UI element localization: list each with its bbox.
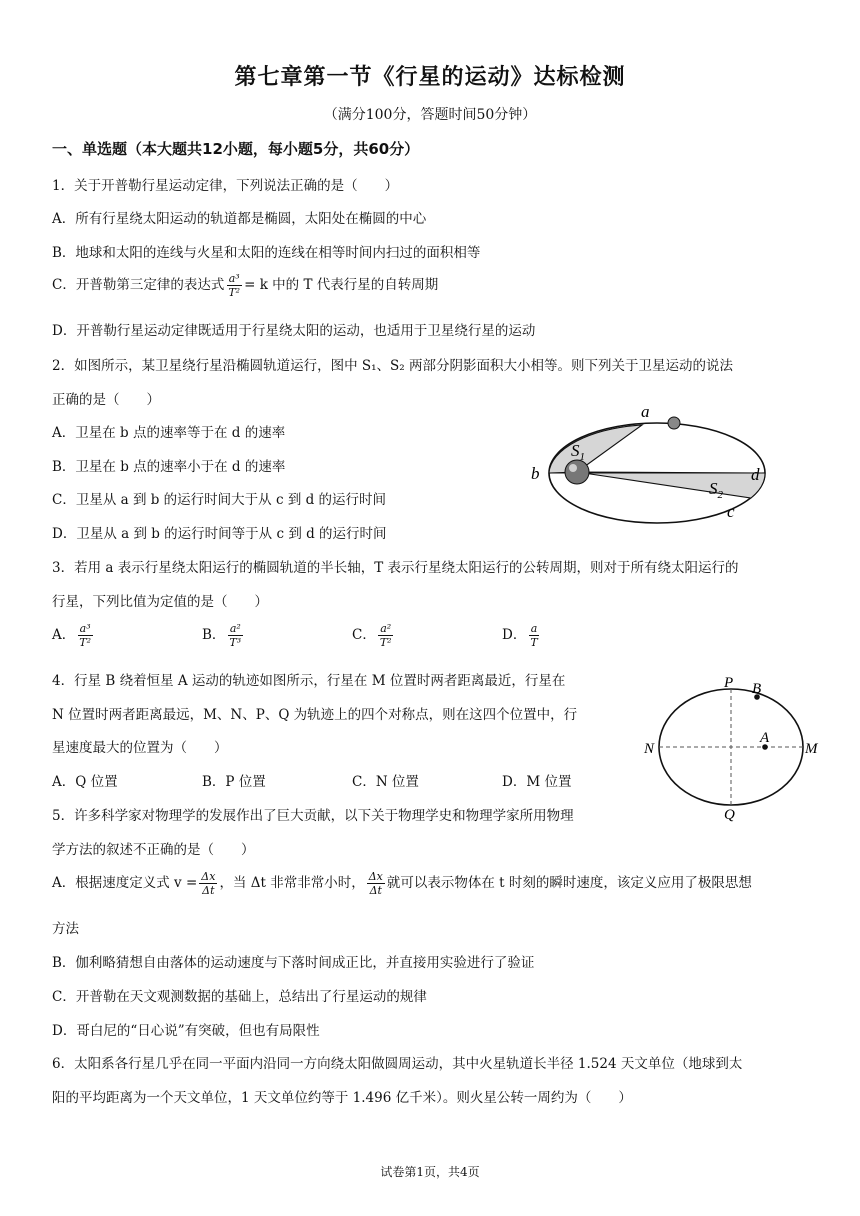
q2-orbit-figure: [525, 400, 775, 530]
section-heading: 一、单选题（本大题共12小题，每小题5分，共60分）: [52, 140, 420, 158]
label-s1: $S_1$: [571, 441, 585, 463]
q2-option-d: D．卫星从 a 到 b 的运行时间等于从 c 到 d 的运行时间: [52, 526, 387, 542]
fraction-denominator: T³: [229, 636, 242, 649]
q3-stem-line2: 行星，下列比值为定值的是（ ）: [52, 594, 268, 610]
q1-kepler-fraction: [226, 272, 242, 299]
label-c: c: [727, 502, 735, 521]
q1-option-b: B．地球和太阳的连线与火星和太阳的连线在相等时间内扫过的面积相等: [52, 245, 481, 261]
page-title: 第七章第一节《行星的运动》达标检测: [234, 65, 626, 90]
option-label: D．: [502, 627, 527, 643]
q4-orbit-figure: [640, 672, 830, 824]
fraction-denominator: T²: [228, 286, 241, 299]
q2-option-a: A．卫星在 b 点的速率等于在 d 的速率: [52, 425, 286, 441]
q1-option-d: D．开普勒行星运动定律既适用于行星绕太阳的运动，也适用于卫星绕行星的运动: [52, 323, 536, 339]
q4-option-b: B．P 位置: [202, 774, 266, 790]
q5-stem-line1: 5．许多科学家对物理学的发展作出了巨大贡献，以下关于物理学史和物理学家所用物理: [52, 808, 574, 824]
q1-option-c-suffix: = k 中的 T 代表行星的自转周期: [244, 277, 439, 293]
q4-option-c: C．N 位置: [352, 774, 419, 790]
q5-option-a-prefix: A．根据速度定义式 v =: [52, 875, 198, 891]
fraction-denominator: T²: [79, 636, 91, 649]
q3-option-a: [52, 622, 95, 649]
q1-option-a: A．所有行星绕太阳运动的轨道都是椭圆，太阳处在椭圆的中心: [52, 211, 427, 227]
q3-option-a-fraction: [77, 622, 93, 649]
label-a: a: [641, 402, 650, 421]
label-n: N: [644, 741, 655, 757]
q4-stem-line2: N 位置时两者距离最远，M、N、P、Q 为轨迹上的四个对称点，则在这四个位置中，行: [52, 707, 578, 723]
label-b: B: [752, 681, 762, 697]
q5-stem-line2: 学方法的叙述不正确的是（ ）: [52, 842, 255, 858]
fraction-numerator: a³: [228, 272, 240, 285]
fraction-numerator: a²: [380, 622, 392, 635]
q4-option-d: D．M 位置: [502, 774, 572, 790]
label-q: Q: [724, 807, 735, 823]
label-m: M: [805, 741, 818, 757]
q2-option-c: C．卫星从 a 到 b 的运行时间大于从 c 到 d 的运行时间: [52, 492, 387, 508]
planet-body: [565, 460, 589, 484]
planet-highlight: [569, 464, 577, 472]
q6-stem-line2: 阳的平均距离为一个天文单位，1 天文单位约等于 1.496 亿千米）。则火星公转一周约为（ ）: [52, 1090, 632, 1106]
q5-option-c: C．开普勒在天文观测数据的基础上，总结出了行星运动的规律: [52, 989, 427, 1005]
q5-option-a: [52, 870, 752, 897]
q4-option-a: A．Q 位置: [52, 774, 118, 790]
q2-stem-line1: 2．如图所示，某卫星绕行星沿椭圆轨道运行，图中 S₁、S₂ 两部分阴影面积大小相等。则下列关于卫星运动的说法: [52, 358, 733, 374]
q3-option-c-fraction: [378, 622, 394, 649]
fraction-denominator: Δt: [369, 884, 382, 897]
q5-option-a-suffix: 就可以表示物体在 t 时刻的瞬时速度，该定义应用了极限思想: [386, 875, 752, 891]
q5-option-a-continued: 方法: [52, 921, 79, 937]
q1-option-c: [52, 272, 438, 299]
q3-option-b-fraction: [227, 622, 243, 649]
option-label: B．: [202, 627, 226, 643]
q1-stem: 1．关于开普勒行星运动定律，下列说法正确的是（ ）: [52, 178, 399, 194]
fraction-denominator: Δt: [202, 884, 215, 897]
q5-velocity-fraction-2: [367, 870, 385, 897]
q1-option-c-prefix: C．开普勒第三定律的表达式: [52, 277, 225, 293]
q3-option-d-fraction: [528, 622, 539, 649]
fraction-numerator: a²: [229, 622, 241, 635]
label-b: b: [531, 464, 540, 483]
option-label: A．: [52, 627, 76, 643]
page-footer: 试卷第1页，共4页: [380, 1165, 480, 1179]
fraction-numerator: Δx: [368, 870, 383, 883]
q3-option-d: [502, 622, 542, 649]
q4-stem-line1: 4．行星 B 绕着恒星 A 运动的轨迹如图所示，行星在 M 位置时两者距离最近，行星在: [52, 673, 566, 689]
q3-stem-line1: 3．若用 a 表示行星绕太阳运行的椭圆轨道的半长轴，T 表示行星绕太阳运行的公转周期，则对于所有绕太阳运行的: [52, 560, 739, 576]
q5-option-a-middle: ，当 Δt 非常非常小时，: [219, 875, 365, 891]
q2-stem-line2: 正确的是（ ）: [52, 392, 160, 408]
q2-option-b: B．卫星在 b 点的速率小于在 d 的速率: [52, 459, 286, 475]
q4-stem-line3: 星速度最大的位置为（ ）: [52, 740, 228, 756]
fraction-numerator: a³: [79, 622, 91, 635]
label-d: d: [751, 465, 760, 484]
option-label: C．: [352, 627, 376, 643]
label-p: P: [724, 675, 734, 691]
q3-option-b: [202, 622, 245, 649]
page-subtitle: （满分100分，答题时间50分钟）: [323, 107, 537, 123]
fraction-numerator: a: [530, 622, 538, 635]
label-a: A: [760, 730, 770, 746]
fraction-denominator: T: [530, 636, 538, 649]
shaded-area-s2: [577, 472, 765, 498]
q5-velocity-fraction: [199, 870, 217, 897]
fraction-numerator: Δx: [201, 870, 216, 883]
fraction-denominator: T²: [379, 636, 392, 649]
label-s2: $S_2$: [709, 479, 723, 501]
q5-option-b: B．伽利略猜想自由落体的运动速度与下落时间成正比，并直接用实验进行了验证: [52, 955, 535, 971]
q5-option-d: D．哥白尼的“日心说”有突破，但也有局限性: [52, 1023, 320, 1039]
q3-option-c: [352, 622, 396, 649]
satellite-body: [668, 417, 680, 429]
q6-stem-line1: 6．太阳系各行星几乎在同一平面内沿同一方向绕太阳做圆周运动，其中火星轨道长半径 1.524 天文单位（地球到太: [52, 1056, 743, 1072]
